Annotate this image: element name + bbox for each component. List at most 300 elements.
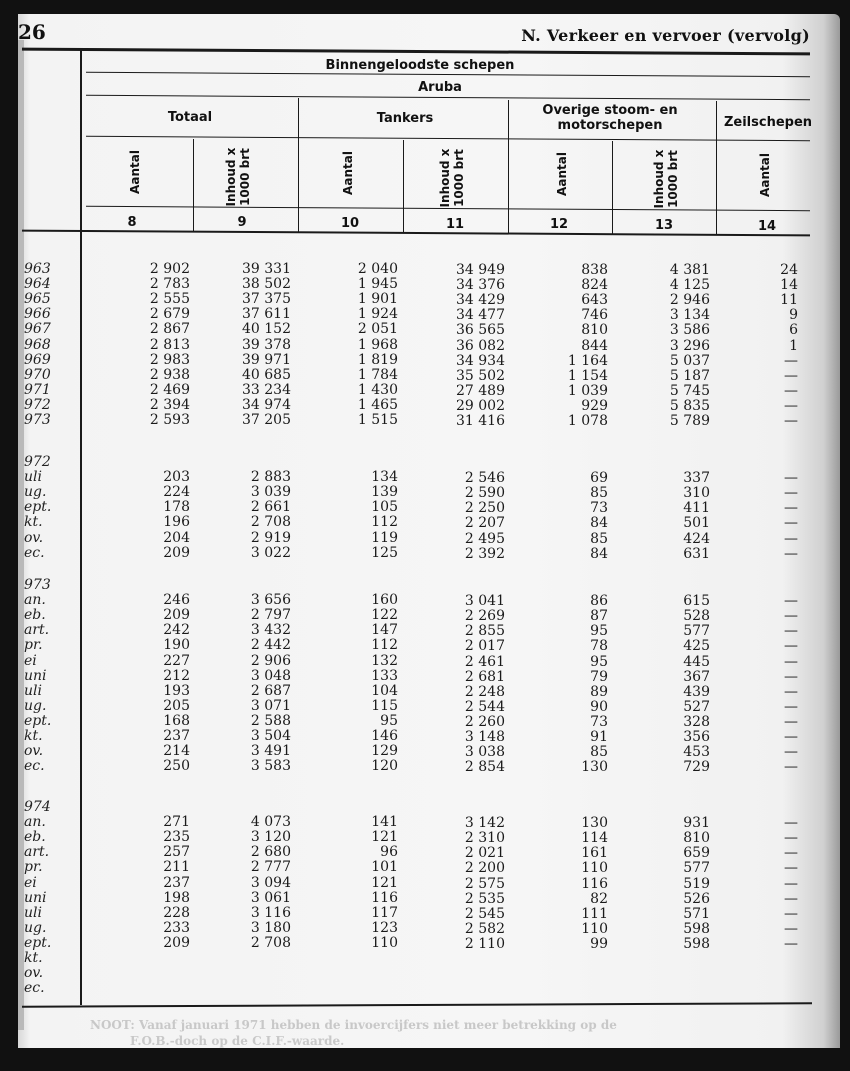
table-cell: 2 708: [250, 934, 291, 951]
table-cell: 3 583: [250, 758, 291, 775]
group-header-totaal: Totaal: [167, 110, 213, 125]
table-cell: 1 430: [357, 381, 398, 398]
table-cell: 242: [163, 622, 190, 639]
table-cell: 146: [371, 728, 398, 744]
table-cell: 111: [581, 905, 608, 922]
footer-note-line-1: NOOT: Vanaf januari 1971 hebben de invoercijfers niet meer betrekking op de: [90, 1018, 617, 1032]
table-cell: 104: [371, 682, 398, 699]
col-label-10: Aantal: [341, 151, 355, 195]
table-cell: —: [784, 890, 798, 907]
table-cell: 824: [581, 277, 608, 294]
table-cell: 129: [371, 743, 398, 760]
table-cell: 237: [163, 874, 190, 891]
table-cell: 2 546: [464, 470, 505, 487]
table-cell: 112: [371, 637, 398, 654]
table-title: Binnengeloodste schepen: [325, 58, 515, 73]
table-cell: 931: [683, 815, 710, 832]
table-cell: —: [784, 744, 798, 761]
table-cell: 36 082: [456, 337, 505, 354]
table-cell: 205: [163, 697, 190, 714]
table-cell: —: [784, 830, 798, 847]
table-cell: 3 180: [250, 919, 291, 936]
table-cell: 139: [371, 484, 398, 501]
table-cell: 453: [683, 744, 710, 761]
table-cell: 3 041: [464, 593, 505, 610]
table-cell: 3 061: [250, 889, 291, 906]
table-cell: 224: [163, 484, 190, 501]
col-label-11: Inhoud x 1000 brt: [438, 148, 466, 208]
row-stub-label: ei: [24, 652, 37, 669]
row-stub-label: 964: [24, 276, 51, 293]
table-cell: 2 461: [464, 653, 505, 670]
table-cell: 4 381: [669, 262, 710, 278]
table-cell: 84: [590, 515, 608, 532]
table-cell: 2 855: [464, 623, 505, 640]
table-cell: 237: [163, 728, 190, 744]
col-label-8: Aantal: [128, 150, 142, 194]
table-cell: —: [784, 759, 798, 776]
table-cell: 3 094: [250, 874, 291, 891]
stub-divider-vertical: [80, 50, 82, 1005]
page-number: 26: [18, 20, 46, 44]
table-cell: —: [784, 413, 798, 429]
table-cell: 2 110: [464, 935, 505, 952]
table-cell: 2 535: [464, 890, 505, 907]
table-cell: 356: [683, 729, 710, 745]
table-cell: —: [784, 545, 798, 562]
table-cell: 116: [371, 889, 398, 906]
table-cell: 3 504: [250, 728, 291, 744]
table-cell: —: [784, 668, 798, 685]
table-cell: 101: [371, 859, 398, 876]
table-cell: —: [784, 683, 798, 700]
col-label-9: Inhoud x 1000 brt: [224, 147, 252, 207]
table-cell: 2 269: [464, 608, 505, 625]
table-cell: 2 017: [464, 638, 505, 655]
row-stub-label: eb.: [24, 607, 46, 624]
table-cell: 85: [590, 744, 608, 761]
table-cell: 105: [371, 499, 398, 516]
table-cell: 211: [163, 859, 190, 876]
table-cell: 2 679: [149, 306, 190, 323]
table-cell: 190: [163, 637, 190, 654]
col-number-8: 8: [127, 215, 137, 230]
table-cell: 729: [683, 759, 710, 776]
table-cell: 40 685: [242, 366, 291, 383]
table-cell: 2 661: [250, 499, 291, 516]
table-cell: 1 924: [357, 306, 398, 323]
table-cell: 2 588: [250, 712, 291, 729]
col-divider-12-13: [612, 141, 613, 234]
table-cell: 227: [163, 652, 190, 669]
table-cell: 141: [371, 814, 398, 831]
table-cell: —: [784, 698, 798, 715]
table-cell: 37 375: [242, 291, 291, 308]
table-cell: —: [784, 485, 798, 502]
table-cell: 85: [590, 485, 608, 502]
table-cell: 5 789: [669, 413, 710, 429]
table-cell: 2 938: [149, 366, 190, 383]
table-cell: 3 656: [250, 592, 291, 609]
table-cell: 110: [581, 920, 608, 937]
row-stub-label: ug.: [24, 919, 47, 936]
table-cell: 122: [371, 607, 398, 624]
table-cell: 5 037: [669, 352, 710, 369]
row-stub-label: kt.: [24, 728, 43, 744]
row-stub-label: ec.: [24, 980, 45, 997]
row-stub-label: ept.: [24, 499, 52, 516]
table-cell: 615: [683, 593, 710, 610]
table-cell: 519: [683, 875, 710, 892]
table-cell: 35 502: [456, 367, 505, 384]
section-heading-year: 974: [24, 799, 51, 815]
table-cell: 3 038: [464, 744, 505, 761]
col-number-9: 9: [237, 215, 247, 230]
table-cell: 1 945: [357, 276, 398, 293]
table-cell: 3 134: [669, 307, 710, 324]
table-cell: 34 429: [456, 292, 505, 309]
table-cell: 571: [683, 905, 710, 922]
table-cell: 33 234: [242, 381, 291, 398]
table-cell: 1 901: [357, 291, 398, 308]
table-cell: 39 331: [242, 261, 291, 277]
table-cell: 40 152: [242, 321, 291, 338]
table-cell: 214: [163, 743, 190, 760]
col-number-10: 10: [340, 216, 360, 231]
table-cell: 160: [371, 592, 398, 609]
table-cell: 250: [163, 758, 190, 775]
row-stub-label: 972: [24, 396, 51, 413]
table-cell: 1 078: [567, 413, 608, 429]
table-cell: 838: [581, 262, 608, 278]
table-cell: 24: [780, 262, 798, 278]
row-stub-label: uni: [24, 667, 47, 684]
table-cell: —: [784, 935, 798, 952]
table-cell: 84: [590, 545, 608, 562]
table-cell: 1 968: [357, 336, 398, 353]
footer-note: [90, 1017, 617, 1049]
table-cell: 78: [590, 638, 608, 655]
col-number-11: 11: [445, 217, 465, 232]
row-stub-label: uli: [24, 904, 42, 921]
row-stub-label: 965: [24, 291, 51, 308]
table-cell: 86: [590, 593, 608, 610]
table-cell: 2 680: [250, 844, 291, 861]
table-cell: 69: [590, 470, 608, 487]
table-cell: 110: [581, 860, 608, 877]
row-stub-label: 971: [24, 381, 51, 398]
table-cell: 1 039: [567, 382, 608, 399]
col-number-14: 14: [757, 219, 777, 234]
row-stub-label: pr.: [24, 859, 43, 876]
table-cell: 2 681: [464, 668, 505, 685]
table-cell: 9: [789, 307, 798, 324]
table-cell: 91: [590, 729, 608, 745]
col-label-14: Aantal: [758, 153, 772, 197]
group-header-overige: Overige stoom- en motorschepen: [542, 103, 678, 133]
table-cell: 3 022: [250, 544, 291, 561]
table-cell: 130: [581, 759, 608, 776]
table-cell: 3 491: [250, 743, 291, 760]
table-cell: 746: [581, 307, 608, 324]
table-cell: 3 432: [250, 622, 291, 639]
table-cell: 367: [683, 668, 710, 685]
table-cell: 425: [683, 638, 710, 655]
table-subtitle: Aruba: [418, 80, 462, 95]
table-cell: 87: [590, 608, 608, 625]
table-cell: —: [784, 623, 798, 640]
table-cell: 115: [371, 697, 398, 714]
row-stub-label: 966: [24, 306, 51, 323]
table-cell: —: [784, 608, 798, 625]
table-cell: 2 854: [464, 759, 505, 776]
table-cell: 2 883: [250, 469, 291, 486]
table-cell: 2 495: [464, 530, 505, 547]
table-cell: 34 934: [456, 352, 505, 369]
table-cell: 1: [789, 337, 798, 354]
table-cell: 2 260: [464, 713, 505, 730]
table-cell: 31 416: [456, 413, 505, 429]
row-stub-label: uli: [24, 469, 42, 486]
table-cell: 95: [380, 712, 398, 729]
table-cell: 228: [163, 904, 190, 921]
table-cell: 14: [780, 277, 798, 294]
table-cell: 161: [581, 845, 608, 862]
row-stub-label: uli: [24, 682, 42, 699]
table-cell: 411: [683, 500, 710, 517]
table-cell: 2 906: [250, 652, 291, 669]
table-cell: 121: [371, 874, 398, 891]
table-cell: 526: [683, 890, 710, 907]
row-stub-label: ept.: [24, 712, 52, 729]
table-cell: 2 946: [669, 292, 710, 309]
row-stub-label: kt.: [24, 950, 43, 966]
table-cell: 1 819: [357, 351, 398, 368]
row-stub-label: 967: [24, 321, 51, 338]
table-cell: —: [784, 352, 798, 369]
table-cell: 631: [683, 545, 710, 562]
table-cell: 27 489: [456, 382, 505, 399]
table-cell: 147: [371, 622, 398, 639]
table-cell: 810: [683, 830, 710, 847]
table-cell: 810: [581, 322, 608, 339]
table-cell: 501: [683, 515, 710, 532]
table-cell: —: [784, 845, 798, 862]
table-cell: 3 039: [250, 484, 291, 501]
row-stub-label: 968: [24, 336, 51, 353]
row-stub-label: 973: [24, 412, 51, 428]
table-cell: 2 687: [250, 682, 291, 699]
row-stub-label: ov.: [24, 965, 44, 982]
table-cell: 2 040: [357, 261, 398, 277]
table-cell: 168: [163, 712, 190, 729]
table-cell: 112: [371, 514, 398, 531]
row-stub-label: ept.: [24, 934, 52, 951]
table-cell: 29 002: [456, 397, 505, 414]
table-cell: 2 469: [149, 381, 190, 398]
row-stub-label: pr.: [24, 637, 43, 654]
table-cell: 598: [683, 920, 710, 937]
table-cell: 79: [590, 668, 608, 685]
table-cell: 5 745: [669, 382, 710, 399]
table-cell: 196: [163, 514, 190, 531]
table-cell: 119: [371, 529, 398, 546]
section-heading-year: 972: [24, 454, 51, 470]
table-cell: 2 207: [464, 515, 505, 532]
table-cell: 337: [683, 470, 710, 487]
table-cell: 85: [590, 530, 608, 547]
table-cell: 133: [371, 667, 398, 684]
table-cell: 424: [683, 530, 710, 547]
table-cell: 121: [371, 829, 398, 846]
table-cell: 2 310: [464, 830, 505, 847]
table-cell: 34 477: [456, 307, 505, 324]
group-header-zeilschepen: Zeilschepen: [723, 115, 813, 130]
col-divider-8-9: [193, 139, 194, 232]
table-cell: 1 154: [567, 367, 608, 384]
row-stub-label: ov.: [24, 529, 44, 546]
table-cell: 2 248: [464, 683, 505, 700]
table-cell: 4 073: [250, 814, 291, 831]
row-stub-label: uni: [24, 889, 47, 906]
table-cell: 844: [581, 337, 608, 354]
table-cell: 204: [163, 529, 190, 546]
table-cell: 2 021: [464, 845, 505, 862]
table-cell: 2 708: [250, 514, 291, 531]
table-cell: 96: [380, 844, 398, 861]
row-stub-label: art.: [24, 622, 50, 639]
table-cell: 209: [163, 934, 190, 951]
table-cell: 134: [371, 469, 398, 486]
col-label-13: Inhoud x 1000 brt: [652, 149, 680, 209]
table-cell: 3 586: [669, 322, 710, 339]
table-cell: 193: [163, 682, 190, 699]
table-cell: 577: [683, 860, 710, 877]
group-divider-2: [508, 100, 509, 234]
running-head: N. Verkeer en vervoer (vervolg): [521, 26, 810, 45]
row-stub-label: ug.: [24, 697, 47, 714]
table-cell: 445: [683, 653, 710, 670]
table-cell: 34 376: [456, 277, 505, 294]
table-cell: —: [784, 653, 798, 670]
table-cell: 659: [683, 845, 710, 862]
table-cell: 110: [371, 934, 398, 951]
table-cell: 34 949: [456, 262, 505, 278]
table-cell: 643: [581, 292, 608, 309]
table-cell: 2 867: [149, 321, 190, 338]
table-cell: 1 784: [357, 366, 398, 383]
table-cell: 38 502: [242, 276, 291, 293]
table-cell: 3 071: [250, 697, 291, 714]
table-cell: 36 565: [456, 322, 505, 339]
table-cell: 212: [163, 667, 190, 684]
table-cell: 233: [163, 919, 190, 936]
table-cell: —: [784, 367, 798, 384]
row-stub-label: ec.: [24, 544, 45, 561]
table-cell: 2 797: [250, 607, 291, 624]
table-cell: 5 187: [669, 367, 710, 384]
table-cell: 39 378: [242, 336, 291, 353]
table-cell: 95: [590, 623, 608, 640]
table-cell: 577: [683, 623, 710, 640]
row-stub-label: kt.: [24, 514, 43, 531]
table-cell: 130: [581, 815, 608, 832]
table-cell: 2 919: [250, 529, 291, 546]
table-cell: 203: [163, 469, 190, 486]
col-number-12: 12: [549, 217, 569, 232]
table-cell: 39 971: [242, 351, 291, 368]
table-cell: 125: [371, 544, 398, 561]
table-cell: 2 394: [149, 396, 190, 413]
table-cell: 2 813: [149, 336, 190, 353]
row-stub-label: 969: [24, 351, 51, 368]
table-cell: 34 974: [242, 396, 291, 413]
table-cell: 257: [163, 844, 190, 861]
table-cell: 3 148: [464, 729, 505, 745]
table-cell: 37 205: [242, 412, 291, 428]
table-cell: 116: [581, 875, 608, 892]
footer-note-line-2: F.O.B.-doch op de C.I.F.-waarde.: [130, 1034, 345, 1048]
table-cell: —: [784, 515, 798, 532]
table-cell: 73: [590, 500, 608, 517]
table-cell: 11: [780, 292, 798, 309]
table-cell: 3 116: [250, 904, 291, 921]
table-cell: 271: [163, 814, 190, 831]
table-cell: 235: [163, 829, 190, 846]
table-cell: —: [784, 920, 798, 937]
table-cell: 2 902: [149, 261, 190, 277]
table-cell: 527: [683, 698, 710, 715]
table-cell: 3 296: [669, 337, 710, 354]
row-stub-label: ei: [24, 874, 37, 891]
table-cell: 2 582: [464, 920, 505, 937]
table-cell: 90: [590, 698, 608, 715]
table-cell: 2 200: [464, 860, 505, 877]
row-stub-label: eb.: [24, 829, 46, 846]
table-cell: 123: [371, 919, 398, 936]
table-cell: 2 545: [464, 905, 505, 922]
table-cell: 4 125: [669, 277, 710, 294]
table-cell: 439: [683, 683, 710, 700]
table-cell: 2 544: [464, 698, 505, 715]
col-divider-10-11: [403, 140, 404, 233]
table-cell: —: [784, 638, 798, 655]
table-cell: 2 442: [250, 637, 291, 654]
col-number-13: 13: [654, 218, 674, 233]
table-cell: 528: [683, 608, 710, 625]
table-cell: 1 515: [357, 412, 398, 428]
table-cell: 2 590: [464, 485, 505, 502]
table-cell: 132: [371, 652, 398, 669]
table-cell: —: [784, 815, 798, 832]
table-cell: 1 465: [357, 396, 398, 413]
table-cell: 198: [163, 889, 190, 906]
table-cell: 2 575: [464, 875, 505, 892]
table-cell: 37 611: [242, 306, 291, 323]
table-cell: —: [784, 530, 798, 547]
table-cell: 209: [163, 607, 190, 624]
table-cell: 2 555: [149, 291, 190, 308]
row-stub-label: 970: [24, 366, 51, 383]
table-cell: 6: [789, 322, 798, 339]
table-cell: 598: [683, 935, 710, 952]
row-stub-label: ec.: [24, 758, 45, 775]
table-cell: —: [784, 713, 798, 730]
table-cell: —: [784, 875, 798, 892]
table-cell: 120: [371, 758, 398, 775]
table-cell: —: [784, 382, 798, 399]
table-cell: 2 051: [357, 321, 398, 338]
